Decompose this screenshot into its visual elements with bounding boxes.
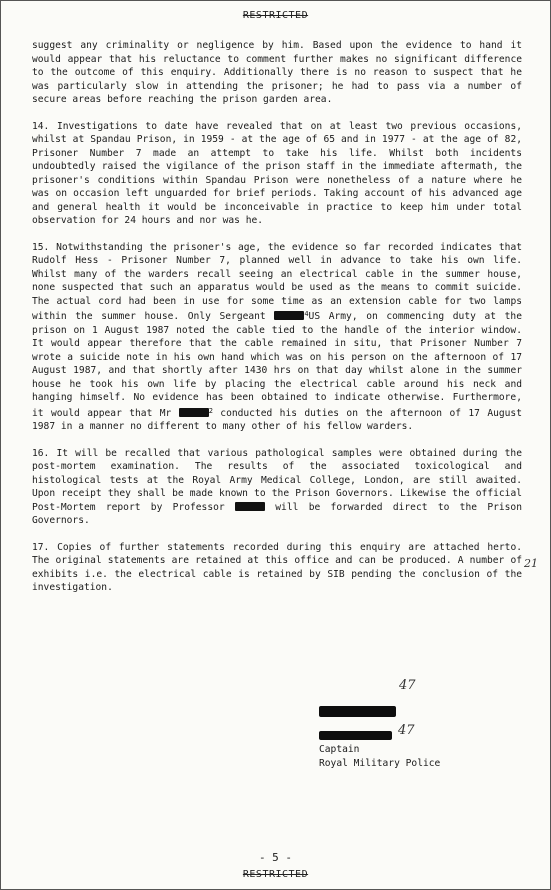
paragraph-16-part-b: will be forwarded direct to the Prison Governors. — [32, 501, 522, 526]
signatory-rank: Captain — [319, 744, 360, 755]
redacted-name — [319, 731, 392, 740]
redacted-signature — [319, 706, 396, 717]
redaction-warder-name — [179, 408, 209, 417]
paragraph-16 — [32, 447, 522, 528]
classification-footer-text: RESTRICTED — [242, 869, 309, 880]
paragraph-15 — [32, 241, 522, 434]
handwritten-note-upper: 47 — [399, 678, 416, 693]
paragraph-15-part-a: 15. Notwithstanding the prisoner's age, the evidence so far recorded indicates that Rudolf Hess - Prisoner Number 7, planned well in advance to take his own life. Whilst many of the warders recall seeing an electrical cable in the summer house, none suspected that such an apparatus would be used as the means to commit suicide. The actual cord had been in use for some time as an extension cable for two lamps within the summer house. Only Sergeant — [32, 241, 522, 322]
paragraph-15-part-c: conducted his duties on the afternoon of 17 August 1987 in a manner no different to many other of his fellow warders. — [32, 407, 522, 432]
margin-annotation: 21 — [524, 557, 538, 570]
paragraph-15-part-b: US Army, on commencing duty at the prison on 1 August 1987 noted the cable tied to the handle of the interior window. It would appear therefore that the cable remained in situ, that Prisoner Number 7 wrote a suicide note in his own hand which was on his person on the afternoon of 17 August 1987, and that shortly after 1430 hrs on that day whilst alone in the summer house he took his own life by placing the electrical cable around his neck and hanging himself. No evidence has been obtained to indicate otherwise. Furthermore, it would appear that Mr — [32, 311, 522, 419]
footnote-marker: 4 — [304, 310, 309, 318]
paragraph-17: 17. Copies of further statements recorded during this enquiry are attached herto. The original statements are retained at this office and can be produced. A number of exhibits i.e. the electrical cable is retained by SIB pending the conclusion of the investigation. — [32, 541, 522, 593]
classification-header — [1, 10, 550, 21]
classification-header-text: RESTRICTED — [242, 10, 309, 21]
redaction-sergeant-name — [274, 311, 304, 320]
paragraph-16-part-a: 16. It will be recalled that various pathological samples were obtained during the post-mortem examination. The results of the associated toxicological and histological tests at the Royal Army Medical College, London, are still awaited. Upon receipt they shall be made known to the Prison Governors. Likewise the official Post-Mortem report by Professor — [32, 447, 522, 513]
document-body — [32, 39, 522, 608]
footnote-marker: 2 — [208, 406, 213, 415]
redaction-professor-name — [235, 502, 265, 511]
paragraph-14: 14. Investigations to date have revealed that on at least two previous occasions, whilst at Spandau Prison, in 1959 - at the age of 65 and in 1977 - at the age of 82, Prisoner Number 7 made an attempt to take his life. Whilst both incidents undoubtedly raised the vigilance of the prison staff in the immediate aftermath, the prisoner's conditions within Spandau Prison were nonetheless of a nature where he was on occasion left unguarded for brief periods. Taking account of his advanced age and general health it would be inconceivable in practice to keep him under total observation for 24 hours and nor was he. — [32, 120, 522, 226]
classification-footer — [1, 869, 550, 880]
signature-block — [319, 743, 440, 770]
page-number: - 5 - — [258, 851, 293, 864]
handwritten-note-lower: 47 — [398, 723, 415, 738]
signatory-unit: Royal Military Police — [319, 757, 441, 769]
paragraph-13-continued: suggest any criminality or negligence by him. Based upon the evidence to hand it would appear that his reluctance to comment further makes no significant difference to the outcome of this enquiry. Additionally there is no reason to suspect that he was particularly slow in attending the prisoner; he had to pass via a number of secure areas before reaching the prison garden area. — [32, 40, 522, 105]
